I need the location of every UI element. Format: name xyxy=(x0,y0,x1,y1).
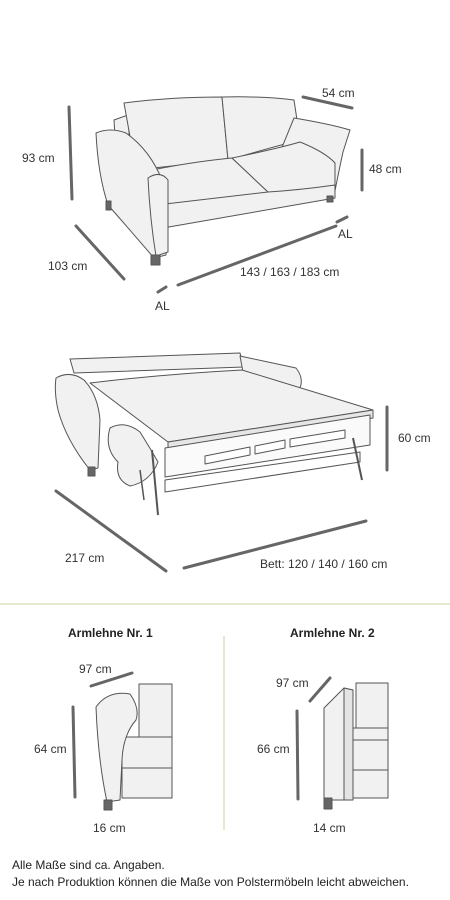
sofa-al-left-label: AL xyxy=(155,299,170,313)
armrest1-depth-label: 97 cm xyxy=(79,662,112,676)
sofa-depth-label: 54 cm xyxy=(322,86,355,100)
armrest1-title: Armlehne Nr. 1 xyxy=(68,626,153,640)
armrest2-height-label: 66 cm xyxy=(257,742,290,756)
bed-height-label: 60 cm xyxy=(398,431,431,445)
footnote-line-2: Je nach Produktion können die Maße von Polstermöbeln leicht abweichen. xyxy=(12,875,409,889)
sofa-overall-depth-label: 103 cm xyxy=(48,259,88,273)
sofabed-illustration xyxy=(55,353,373,515)
armrest2-depth-label: 97 cm xyxy=(276,676,309,690)
armrest1-height-label: 64 cm xyxy=(34,742,67,756)
footnote-line-1: Alle Maße sind ca. Angaben. xyxy=(12,858,165,872)
armrest1-width-label: 16 cm xyxy=(93,821,126,835)
armrest1-illustration xyxy=(96,684,172,810)
bed-length-label: 217 cm xyxy=(65,551,105,565)
sofa-al-right-label: AL xyxy=(338,227,353,241)
bed-widths-label: Bett: 120 / 140 / 160 cm xyxy=(260,557,388,571)
armrest2-width-label: 14 cm xyxy=(313,821,346,835)
sofa-seat-height-label: 48 cm xyxy=(369,162,402,176)
sofa-widths-label: 143 / 163 / 183 cm xyxy=(240,265,340,279)
sofa-height-label: 93 cm xyxy=(22,151,55,165)
armrest2-title: Armlehne Nr. 2 xyxy=(290,626,375,640)
armrest2-illustration xyxy=(324,683,388,809)
sofa-illustration xyxy=(96,97,350,265)
